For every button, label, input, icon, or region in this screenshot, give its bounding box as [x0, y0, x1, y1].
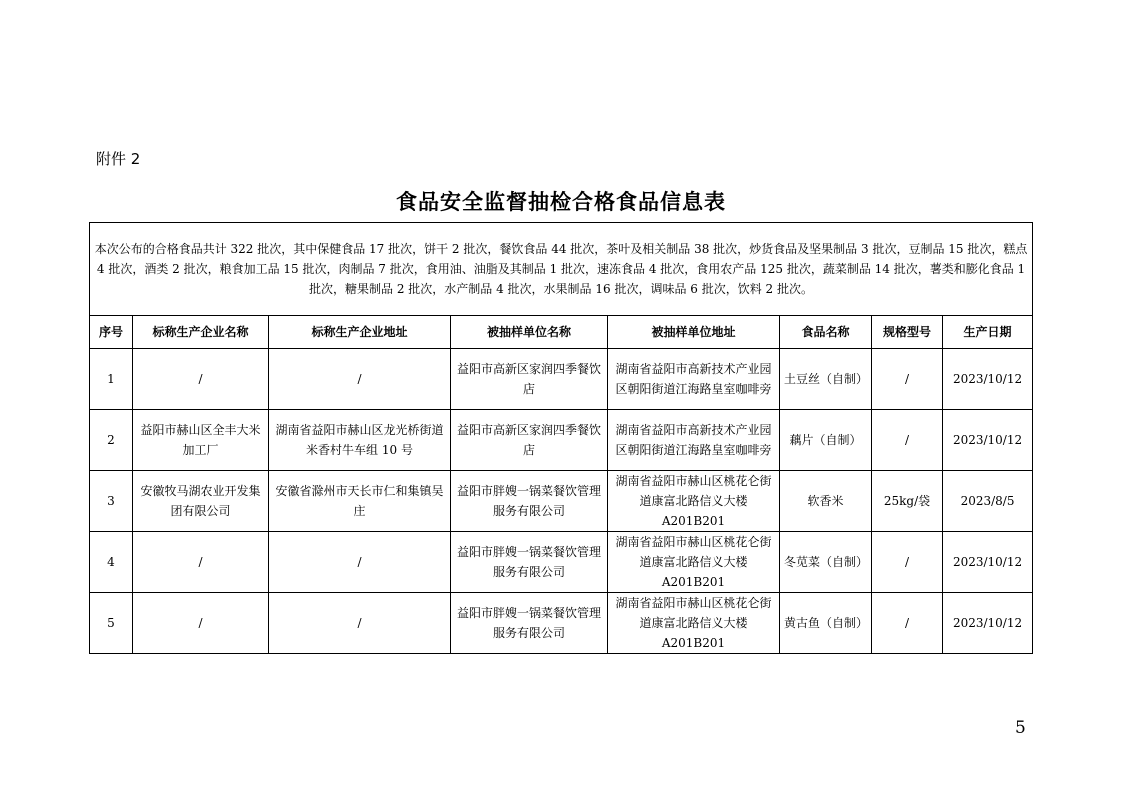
food-info-table	[89, 222, 1033, 654]
cell-sampled-unit: 益阳市胖嫂一锅菜餐饮管理服务有限公司	[451, 471, 608, 532]
table-row	[90, 593, 1033, 654]
cell-spec: 25kg/袋	[872, 471, 943, 532]
cell-sampled-unit: 益阳市胖嫂一锅菜餐饮管理服务有限公司	[451, 532, 608, 593]
cell-manufacturer-address: /	[269, 593, 451, 654]
attachment-label: 附件 2	[96, 150, 141, 168]
cell-spec: /	[872, 593, 943, 654]
cell-sampled-address: 湖南省益阳市高新技术产业园区朝阳街道江海路皇室咖啡旁	[608, 410, 780, 471]
cell-food-name: 冬苋菜（自制）	[780, 532, 872, 593]
cell-spec: /	[872, 349, 943, 410]
header-manufacturer: 标称生产企业名称	[133, 316, 269, 349]
cell-seq: 3	[90, 471, 133, 532]
cell-manufacturer: /	[133, 593, 269, 654]
cell-production-date: 2023/10/12	[943, 532, 1033, 593]
header-row	[90, 316, 1033, 349]
cell-sampled-unit: 益阳市高新区家润四季餐饮店	[451, 349, 608, 410]
cell-manufacturer: 益阳市赫山区全丰大米加工厂	[133, 410, 269, 471]
cell-manufacturer-address: /	[269, 349, 451, 410]
header-spec: 规格型号	[872, 316, 943, 349]
header-production-date: 生产日期	[943, 316, 1033, 349]
cell-manufacturer: /	[133, 532, 269, 593]
header-seq: 序号	[90, 316, 133, 349]
cell-spec: /	[872, 532, 943, 593]
header-sampled-unit: 被抽样单位名称	[451, 316, 608, 349]
page-number: 5	[1015, 718, 1026, 738]
cell-food-name: 黄古鱼（自制）	[780, 593, 872, 654]
summary-text: 本次公布的合格食品共计 322 批次，其中保健食品 17 批次，饼干 2 批次，餐饮食品 44 批次，茶叶及相关制品 38 批次，炒货食品及坚果制品 3 批次，豆制品 15 批次，糕点 4 批次，酒类 2 批次，粮食加工品 15 批次，肉制品 7 批次，食用油、油脂及其制品 1 批次，速冻食品 4 批次，食用农产品 125 批次，蔬菜制品 14 批次，薯类和膨化食品 1 批次，糖果制品 2 批次，水产制品 4 批次，水果制品 16 批次，调味品 6 批次，饮料 2 批次。	[90, 223, 1033, 316]
cell-manufacturer-address: 安徽省滁州市天长市仁和集镇吴庄	[269, 471, 451, 532]
cell-sampled-address: 湖南省益阳市赫山区桃花仑街道康富北路信义大楼 A201B201	[608, 471, 780, 532]
cell-seq: 2	[90, 410, 133, 471]
cell-production-date: 2023/10/12	[943, 349, 1033, 410]
cell-sampled-address: 湖南省益阳市赫山区桃花仑街道康富北路信义大楼 A201B201	[608, 593, 780, 654]
cell-seq: 5	[90, 593, 133, 654]
cell-seq: 4	[90, 532, 133, 593]
cell-spec: /	[872, 410, 943, 471]
cell-sampled-unit: 益阳市胖嫂一锅菜餐饮管理服务有限公司	[451, 593, 608, 654]
header-food-name: 食品名称	[780, 316, 872, 349]
cell-production-date: 2023/10/12	[943, 410, 1033, 471]
cell-food-name: 藕片（自制）	[780, 410, 872, 471]
summary-row	[90, 223, 1033, 316]
cell-seq: 1	[90, 349, 133, 410]
cell-sampled-address: 湖南省益阳市赫山区桃花仑街道康富北路信义大楼 A201B201	[608, 532, 780, 593]
page-title: 食品安全监督抽检合格食品信息表	[396, 190, 726, 214]
cell-manufacturer-address: 湖南省益阳市赫山区龙光桥街道米香村牛车组 10 号	[269, 410, 451, 471]
table-row	[90, 410, 1033, 471]
cell-food-name: 软香米	[780, 471, 872, 532]
table-row	[90, 532, 1033, 593]
cell-production-date: 2023/10/12	[943, 593, 1033, 654]
cell-manufacturer: /	[133, 349, 269, 410]
table-row	[90, 349, 1033, 410]
cell-manufacturer-address: /	[269, 532, 451, 593]
cell-food-name: 土豆丝（自制）	[780, 349, 872, 410]
cell-manufacturer: 安徽牧马湖农业开发集团有限公司	[133, 471, 269, 532]
cell-sampled-address: 湖南省益阳市高新技术产业园区朝阳街道江海路皇室咖啡旁	[608, 349, 780, 410]
table-row	[90, 471, 1033, 532]
header-sampled-address: 被抽样单位地址	[608, 316, 780, 349]
cell-production-date: 2023/8/5	[943, 471, 1033, 532]
cell-sampled-unit: 益阳市高新区家润四季餐饮店	[451, 410, 608, 471]
header-manufacturer-address: 标称生产企业地址	[269, 316, 451, 349]
